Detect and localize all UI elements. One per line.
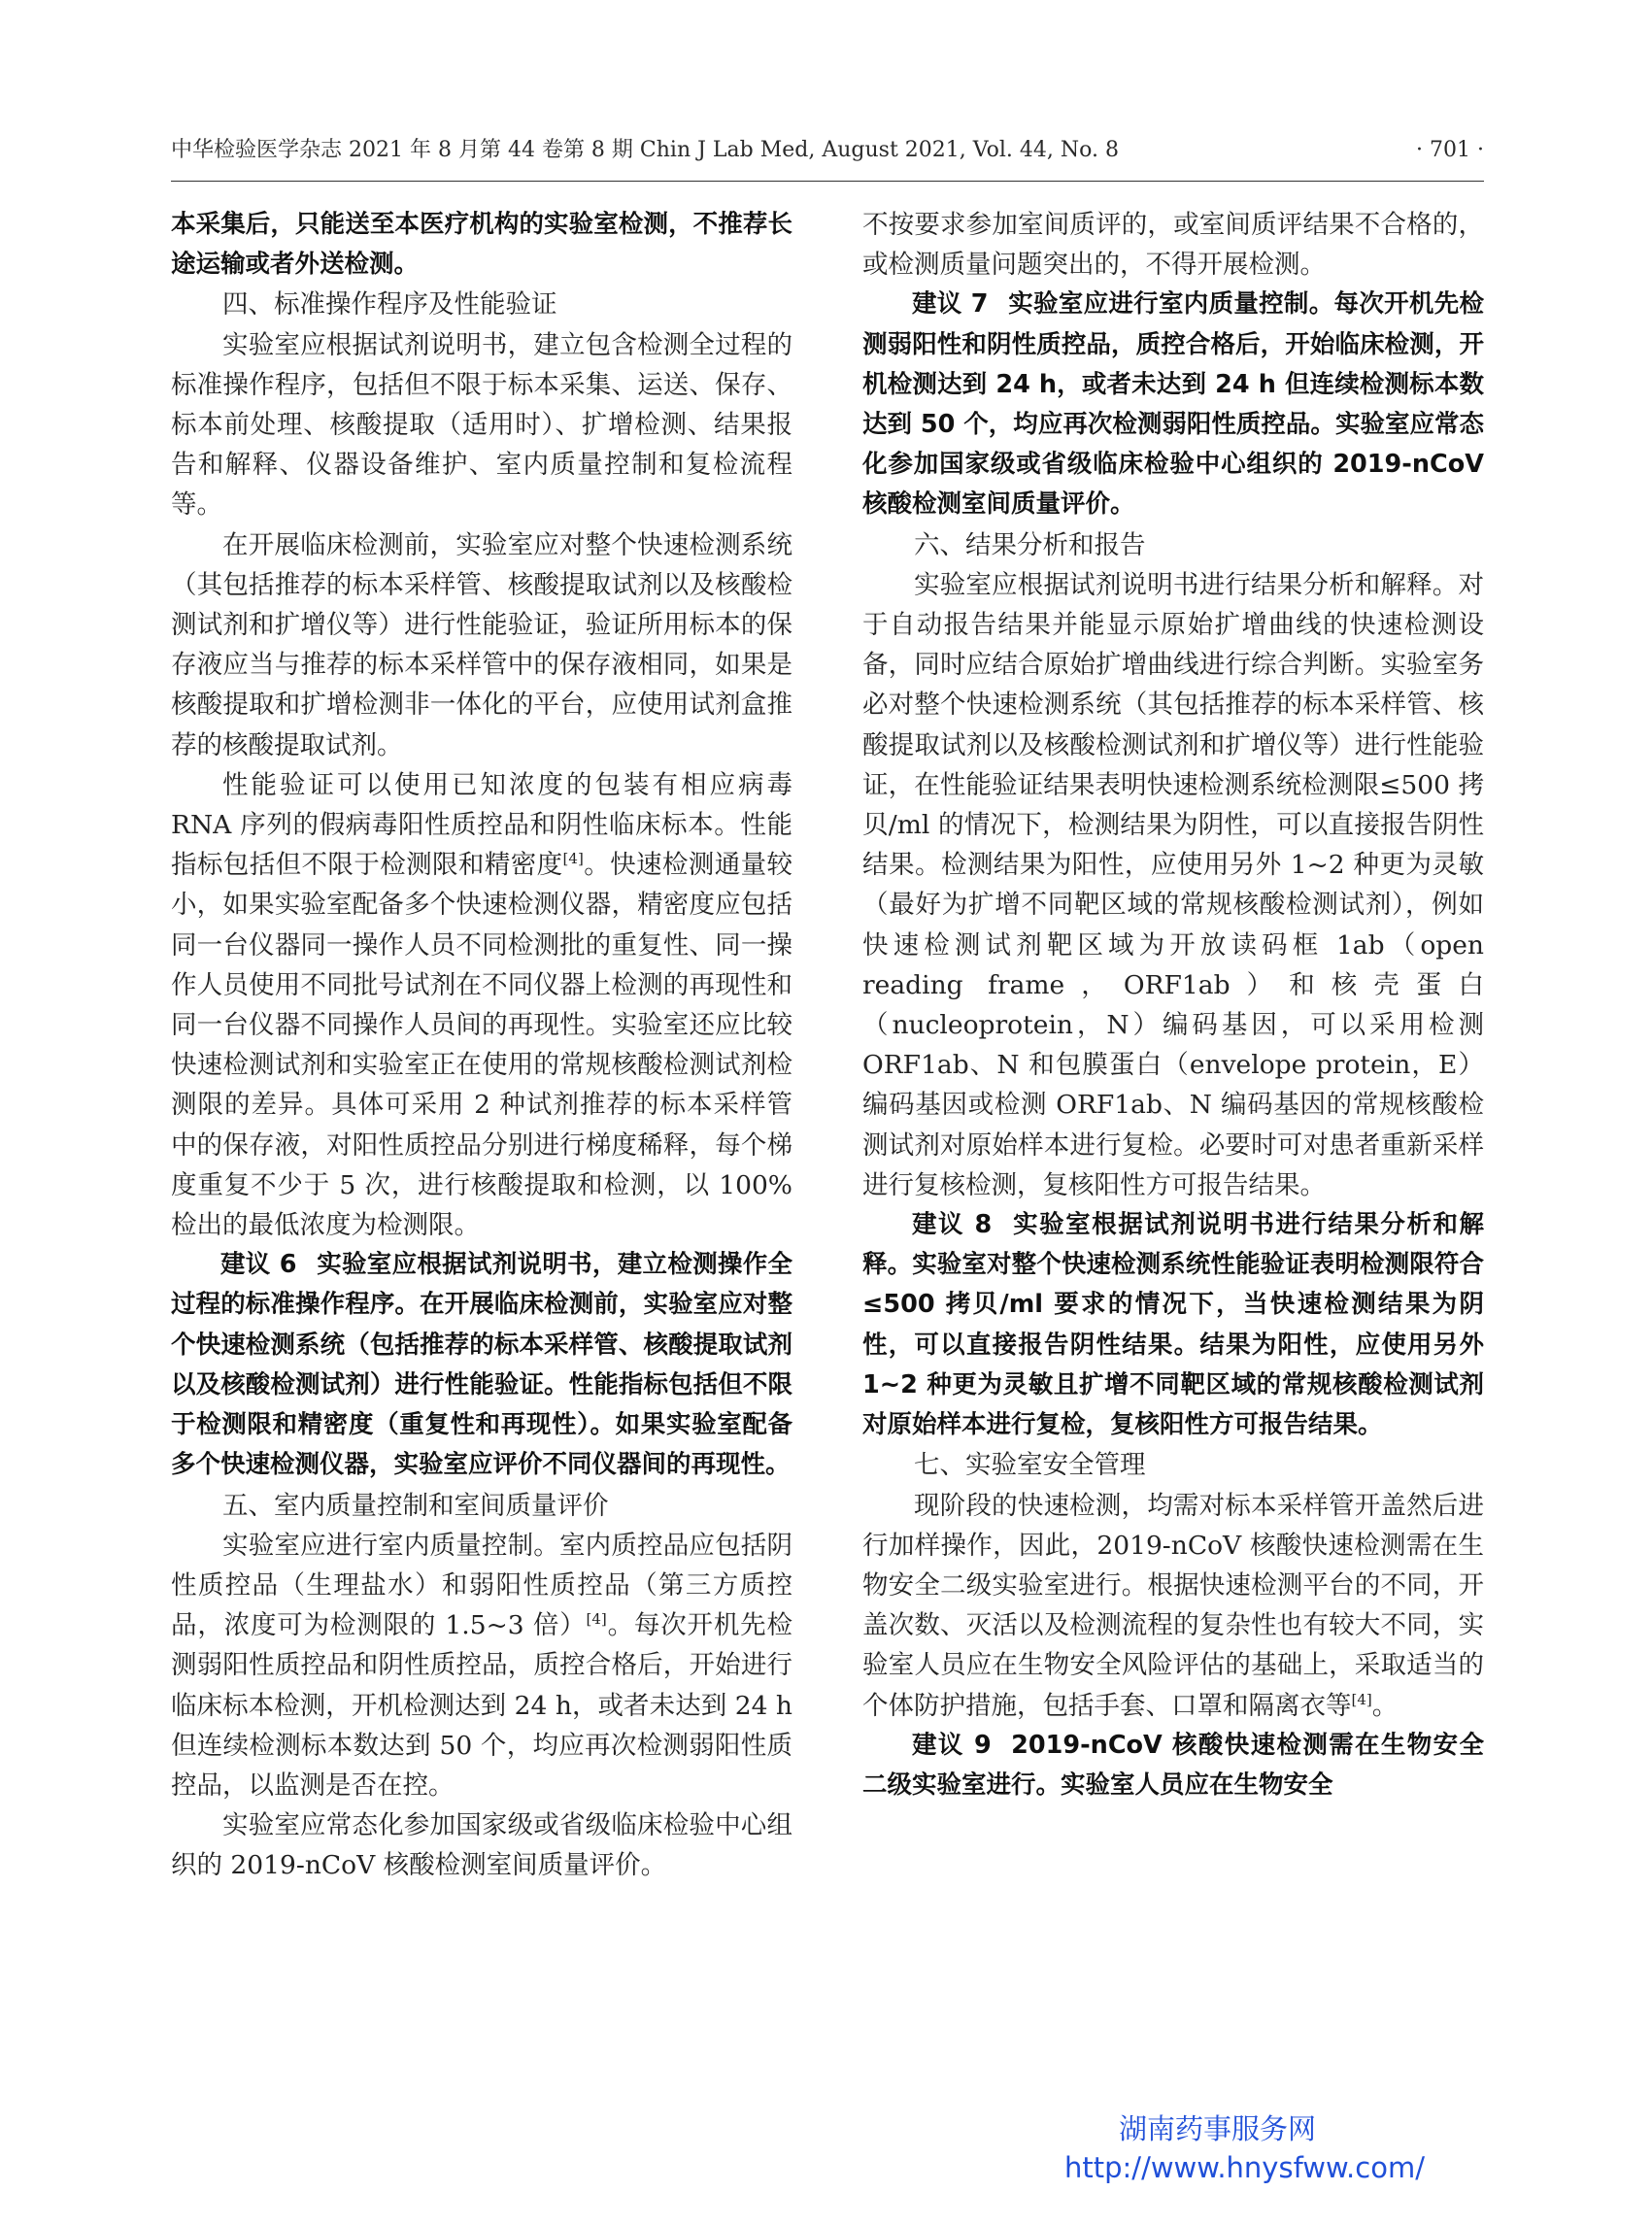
paragraph-text: 。	[1371, 1690, 1399, 1721]
paragraph-text: 实验室应进行室内质量控制。室内质控品应包括阴性质控品（生理盐水）和弱阳性质控品（第三方质控品，浓度可为检测限的 1.5~3 倍）	[171, 1530, 792, 1641]
recommendation-9	[862, 1726, 1484, 1805]
paragraph-text: 。快速检测通量较小，如果实验室配备多个快速检测仪器，精密度应包括同一台仪器同一操作人员不同检测批的重复性、同一操作人员使用不同批号试剂在不同仪器上检测的再现性和同一台仪器不同操作人员间的再现性。实验室还应比较快速检测试剂和实验室正在使用的常规核酸检测试剂检测限的差异。具体可采用 2 种试剂推荐的标本采样管中的保存液，对阳性质控品分别进行梯度稀释，每个梯度重复不少于 5 次，进行核酸提取和检测，以 100% 检出的最低浓度为检测限。	[171, 850, 792, 1241]
watermark-url: http://www.hnysfww.com/	[1064, 2151, 1425, 2184]
running-header	[171, 131, 1484, 170]
left-column	[171, 205, 792, 2108]
watermark-site-name: 湖南药事服务网	[1119, 2112, 1317, 2145]
recommendation-text: 2019-nCoV 核酸快速检测需在生物安全二级实验室进行。实验室人员应在生物安全	[862, 1730, 1484, 1800]
paragraph-text: 性能验证可以使用已知浓度的包装有相应病毒 RNA 序列的假病毒阳性质控品和阴性临床标本。性能指标包括但不限于检测限和精密度	[171, 769, 792, 881]
section-heading-5: 五、室内质量控制和室间质量评价	[222, 1490, 609, 1521]
paragraph-text: 。每次开机先检测弱阳性质控品和阴性质控品，质控合格后，开始进行临床标本检测，开机检测达到 24 h，或者未达到 24 h 但连续检测标本数达到 50 个，均应再次检测弱阳性质控品，以监测是否在控。	[171, 1610, 792, 1801]
recommendation-label: 建议 7	[912, 289, 989, 320]
paragraph-performance-verification: 在开展临床检测前，实验室应对整个快速检测系统（其包括推荐的标本采样管、核酸提取试剂以及核酸检测试剂和扩增仪等）进行性能验证，验证所用标本的保存液应当与推荐的标本采样管中的保存液相同，如果是核酸提取和扩增检测非一体化的平台，应使用试剂盒推荐的核酸提取试剂。	[171, 529, 792, 760]
recommendation-label: 建议 6	[220, 1250, 297, 1280]
paragraph-internal-qc	[171, 1526, 792, 1805]
recommendation-text: 实验室应根据试剂说明书，建立检测操作全过程的标准操作程序。在开展临床检测前，实验室应对整个快速检测系统（包括推荐的标本采样管、核酸提取试剂以及核酸检测试剂）进行性能验证。性能指标包括但不限于检测限和精密度（重复性和再现性）。如果实验室配备多个快速检测仪器，实验室应评价不同仪器间的再现性。	[171, 1250, 792, 1480]
recommendation-8	[862, 1205, 1484, 1445]
section-heading-7: 七、实验室安全管理	[914, 1450, 1146, 1481]
journal-citation: 中华检验医学杂志 2021 年 8 月第 44 卷第 8 期 Chin J Lab Med, August 2021, Vol. 44, No. 8	[171, 138, 1119, 162]
paragraph-result-analysis: 实验室应根据试剂说明书进行结果分析和解释。对于自动报告结果并能显示原始扩增曲线的快速检测设备，同时应结合原始扩增曲线进行综合判断。实验室务必对整个快速检测系统（其包括推荐的标本采样管、核酸提取试剂以及核酸检测试剂和扩增仪等）进行性能验证，在性能验证结果表明快速检测系统检测限≤500 拷贝/ml 的情况下，检测结果为阴性，可以直接报告阴性结果。检测结果为阳性，应使用另外 1~2 种更为灵敏（最好为扩增不同靶区域的常规核酸检测试剂），例如快速检测试剂靶区域为开放读码框 1ab（open reading frame，ORF1ab）和核壳蛋白（nucleoprotein，N）编码基因，可以采用检测 ORF1ab、N 和包膜蛋白（envelope protein，E）编码基因或检测 ORF1ab、N 编码基因的常规核酸检测试剂对原始样本进行复检。必要时可对患者重新采样进行复核检测，复核阳性方可报告结果。	[862, 569, 1484, 1200]
paragraph-sop: 实验室应根据试剂说明书，建立包含检测全过程的标准操作程序，包括但不限于标本采集、运送、保存、标本前处理、核酸提取（适用时）、扩增检测、结果报告和解释、仪器设备维护、室内质量控制和复检流程等。	[171, 329, 792, 521]
reference-citation: [4]	[562, 850, 584, 868]
recommendation-label: 建议 8	[912, 1210, 993, 1240]
recommendation-text: 实验室根据试剂说明书进行结果分析和解释。实验室对整个快速检测系统性能验证表明检测限符合≤500 拷贝/ml 要求的情况下，当快速检测结果为阴性，可以直接报告阴性结果。结果为阳性，应使用另外 1~2 种更为灵敏且扩增不同靶区域的常规核酸检测试剂对原始样本进行复检，复核阳性方可报告结果。	[862, 1210, 1484, 1440]
section-heading-4: 四、标准操作程序及性能验证	[222, 289, 557, 320]
paragraph-lab-safety	[862, 1486, 1484, 1726]
recommendation-text: 实验室应进行室内质量控制。每次开机先检测弱阳性和阴性质控品，质控合格后，开始临床检测，开机检测达到 24 h，或者未达到 24 h 但连续检测标本数达到 50 个，均应再次检测弱阳性质控品。实验室应常态化参加国家级或省级临床检验中心组织的 2019-nCoV 核酸检测室间质量评价。	[862, 289, 1484, 520]
site-watermark	[1064, 2109, 1492, 2187]
section-heading-6: 六、结果分析和报告	[914, 529, 1146, 560]
header-rule	[171, 181, 1484, 182]
paragraph-text: 现阶段的快速检测，均需对标本采样管开盖然后进行加样操作，因此，2019-nCoV 核酸快速检测需在生物安全二级实验室进行。根据快速检测平台的不同，开盖次数、灭活以及检测流程的复杂性也有较大不同，实验室人员应在生物安全风险评估的基础上，采取适当的个体防护措施，包括手套、口罩和隔离衣等	[862, 1490, 1484, 1721]
paragraph-external-qa: 实验室应常态化参加国家级或省级临床检验中心组织的 2019-nCoV 核酸检测室间质量评价。	[171, 1810, 792, 1881]
recommendation-7	[862, 285, 1484, 524]
reference-citation: [4]	[1351, 1690, 1372, 1708]
paragraph-performance-indicators	[171, 765, 792, 1245]
reference-citation: [4]	[586, 1610, 607, 1629]
recommendation-6	[171, 1245, 792, 1485]
paragraph-continued-eqa: 不按要求参加室间质评的，或室间质评结果不合格的，或检测质量问题突出的，不得开展检测。	[862, 210, 1484, 281]
paragraph-continued-recommendation: 本采集后，只能送至本医疗机构的实验室检测，不推荐长途运输或者外送检测。	[171, 210, 792, 280]
page-number: · 701 ·	[1416, 138, 1484, 162]
recommendation-label: 建议 9	[912, 1730, 992, 1760]
right-column	[862, 205, 1484, 2108]
